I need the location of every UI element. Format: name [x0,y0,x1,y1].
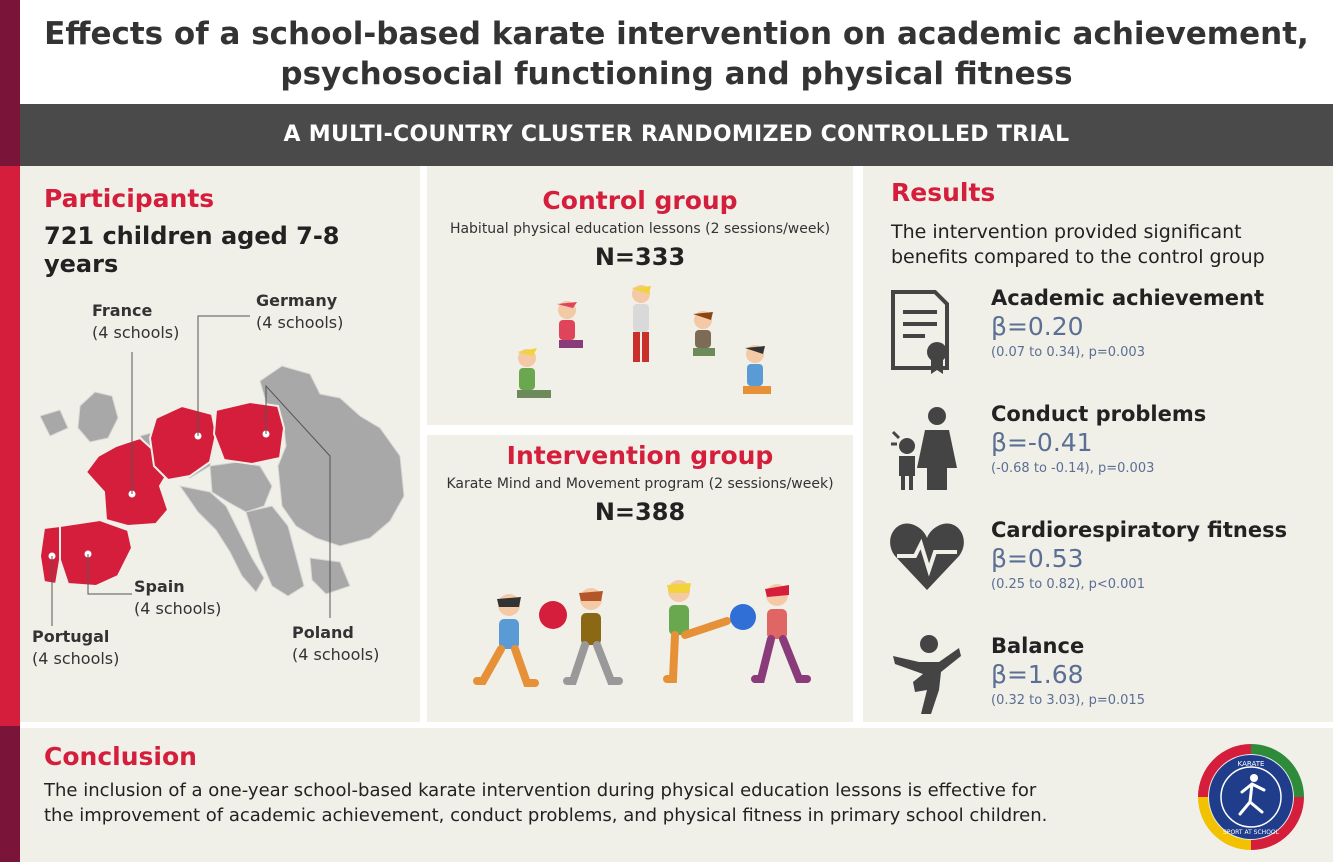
result-item [991,402,1206,476]
conclusion-title: Conclusion [44,742,197,771]
child-sitting-1 [517,348,551,398]
child-sitting-2 [557,301,583,348]
left-accent-stripe-bottom [0,726,20,862]
karate-sport-at-school-logo [1196,742,1306,852]
participants-summary: 721 children aged 7-8 years [44,222,340,278]
country-name: Portugal [32,627,110,646]
result-label: Academic achievement [991,286,1265,310]
control-group-panel [427,166,853,425]
result-item [991,634,1145,708]
control-group-n: N=333 [594,243,686,271]
country-name: Spain [134,577,185,596]
result-ci: (-0.68 to -0.14), p=0.003 [991,461,1155,476]
result-label: Balance [991,634,1085,658]
country-name: France [92,301,153,320]
country-schools: (4 schools) [32,649,120,668]
country-schools: (4 schools) [256,313,344,332]
conclusion-line-1: The inclusion of a one-year school-based karate intervention during physical education lessons is effective for [44,780,1037,801]
child-pair-2 [667,580,807,679]
study-design-banner: A MULTI-COUNTRY CLUSTER RANDOMIZED CONTROLLED TRIAL [20,104,1333,166]
country-name: Germany [256,291,338,310]
results-panel [863,166,1333,722]
result-ci: (0.07 to 0.34), p=0.003 [991,345,1145,360]
blue-pad [730,604,756,630]
child-pair-1 [477,588,619,683]
country-label-germany [256,290,343,334]
country-label-portugal [32,626,119,670]
panel-divider [420,166,427,726]
balance-figure-icon [889,634,961,716]
country-label-france [92,300,179,344]
logo-top-text: KARATE [1237,760,1265,768]
conclusion-line-2: the improvement of academic achievement, conduct problems, and physical fitness in primary school children. [44,805,1048,826]
panel-divider [427,425,853,435]
result-beta: β=1.68 [991,660,1084,689]
left-accent-stripe-top [0,0,20,166]
page-title [20,0,1333,94]
child-sitting-4 [743,345,771,394]
result-label: Cardiorespiratory fitness [991,518,1288,542]
teacher-student-icon [889,404,961,494]
results-intro-line-2: benefits compared to the control group [891,246,1265,268]
poland-shape [214,402,284,464]
conclusion-panel [20,728,1333,862]
intervention-group-title: Intervention group [506,441,774,470]
result-item [991,286,1264,360]
intervention-group-description: Karate Mind and Movement program (2 sessions/week) [446,476,834,492]
child-standing [631,285,651,362]
left-accent-stripe-middle [0,166,20,726]
result-beta: β=0.20 [991,312,1084,341]
participants-panel [20,166,420,722]
child-sitting-3 [693,311,715,356]
spain-shape [60,520,132,586]
results-title: Results [891,178,996,207]
country-schools: (4 schools) [92,323,180,342]
control-group-title: Control group [542,186,738,215]
country-label-spain [134,576,221,620]
result-label: Conduct problems [991,402,1207,426]
participants-title: Participants [44,184,215,213]
ireland-shape [40,410,68,436]
result-beta: β=-0.41 [991,428,1093,457]
country-label-poland [292,622,379,666]
control-children-illustration [427,278,853,418]
conclusion-text [44,778,1047,828]
certificate-icon [889,286,953,376]
intervention-group-panel [427,435,853,722]
karate-children-illustration [427,569,853,719]
country-schools: (4 schools) [292,645,380,664]
uk-shape [78,392,118,442]
results-intro-line-1: The intervention provided significant [891,221,1242,243]
title-line-1: Effects of a school-based karate intervention on academic achievement, [44,16,1309,52]
panel-divider [853,166,863,726]
intervention-group-n: N=388 [594,498,686,526]
result-ci: (0.32 to 3.03), p=0.015 [991,693,1145,708]
heart-pulse-icon [889,520,965,592]
result-beta: β=0.53 [991,544,1084,573]
logo-bottom-text: SPORT AT SCHOOL [1223,829,1279,836]
country-schools: (4 schools) [134,599,222,618]
control-group-description: Habitual physical education lessons (2 sessions/week) [449,221,831,237]
results-intro [891,220,1265,270]
page-header [20,0,1333,104]
country-name: Poland [292,623,354,642]
title-line-2: psychosocial functioning and physical fitness [280,56,1073,92]
result-item [991,518,1287,592]
result-ci: (0.25 to 0.82), p<0.001 [991,577,1145,592]
red-pad [539,601,567,629]
